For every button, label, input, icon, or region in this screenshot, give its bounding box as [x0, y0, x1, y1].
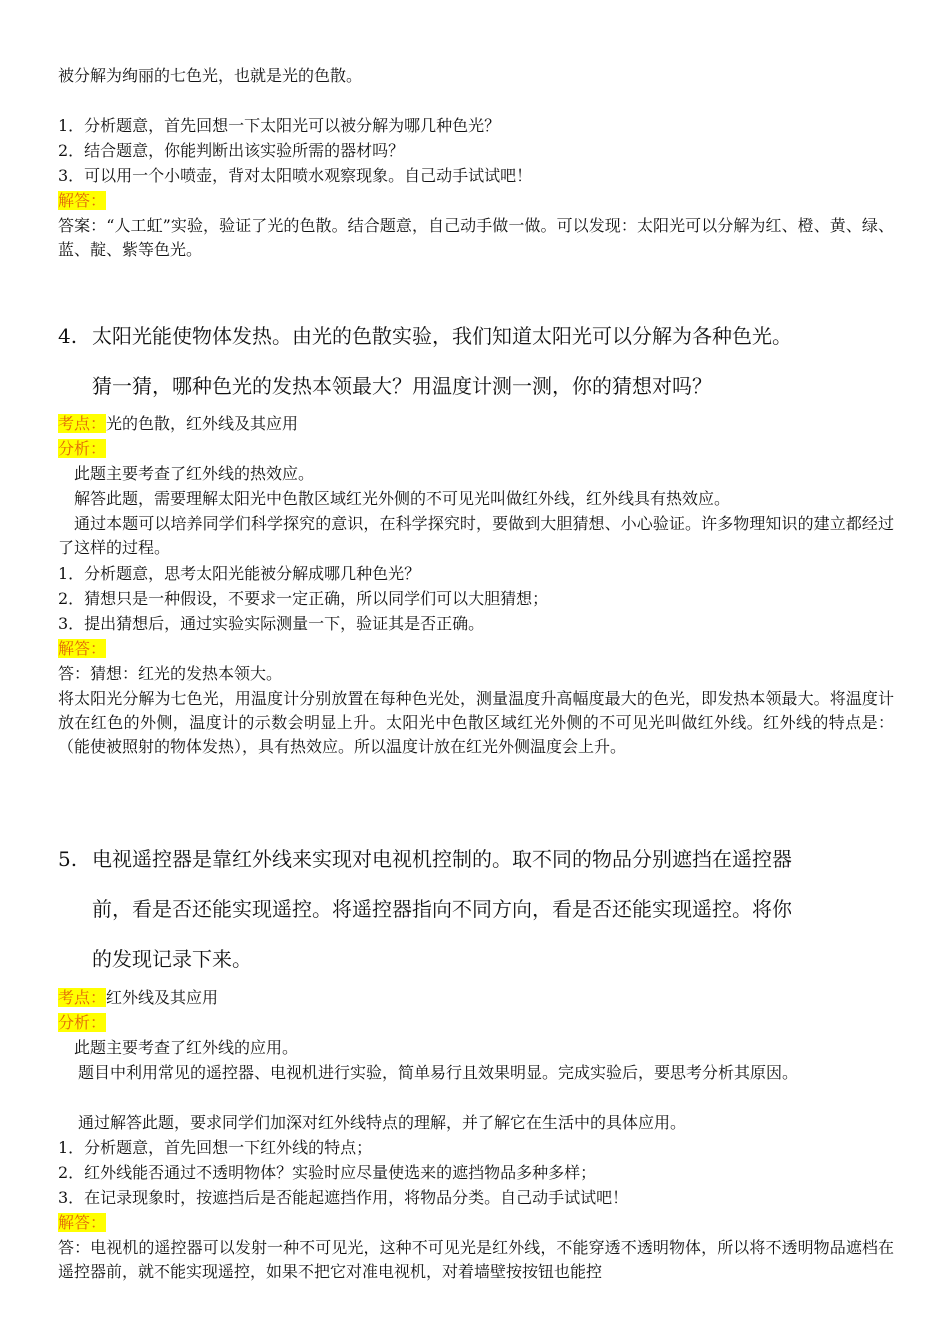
answer-text: 答：猜想：红光的发热本领大。 — [58, 664, 283, 683]
hint-item: 1．分析题意，思考太阳光能被分解成哪几种色光？ — [58, 564, 421, 583]
answer-block: 将太阳光分解为七色光，用温度计分别放置在每种色光处，测量温度升高幅度最大的色光，即发热本领最大。将温度计放在红色的外侧，温度计的示数会明显上升。太阳光中色散区域红光外侧的不可见光叫做红外线。红外线的特点是：（能使被照射的物体发热），具有热效应。所以温度计放在红光外侧温度会上升。 — [58, 689, 894, 756]
analysis-text: 此题主要考查了红外线的热效应。 — [74, 464, 315, 483]
question-text: 太阳光能使物体发热。由光的色散实验，我们知道太阳光可以分解为各种色光。 — [92, 324, 792, 348]
exam-point-text: 红外线及其应用 — [106, 988, 219, 1007]
answer-text: 答案：“人工虹”实验，验证了光的色散。结合题意，自己动手做一做。可以发现：太阳光可以分解为红、橙、黄、绿、蓝、靛、紫等色光。 — [58, 216, 894, 259]
answer-block: 答：电视机的遥控器可以发射一种不可见光，这种不可见光是红外线，不能穿透不透明物体，所以将不透明物品遮档在遥控器前，就不能实现遥控，如果不把它对准电视机，对着墙壁按按钮也能控 — [58, 1238, 894, 1281]
hint-item: 1．分析题意，首先回想一下太阳光可以被分解为哪几种色光？ — [58, 116, 501, 135]
analysis-text: 此题主要考查了红外线的应用。 — [74, 1038, 299, 1057]
hint-item: 3．在记录现象时，按遮挡后是否能起遮挡作用，将物品分类。自己动手试试吧！ — [58, 1188, 629, 1207]
exam-point — [58, 986, 218, 1010]
question-number: 4. — [58, 324, 78, 348]
analysis-label — [58, 437, 106, 461]
analysis-text: 通过解答此题，要求同学们加深对红外线特点的理解，并了解它在生活中的具体应用。 — [78, 1113, 687, 1132]
exam-point-label: 考点： — [58, 988, 107, 1007]
question-number: 5. — [58, 847, 78, 871]
question-5 — [58, 845, 792, 873]
analysis-block: 题目中利用常见的遥控器、电视机进行实验，简单易行且效果明显。完成实验后，要思考分析其原因。 — [78, 1063, 799, 1082]
question-text: 电视遥控器是靠红外线来实现对电视机控制的。取不同的物品分别遮挡在遥控器 — [92, 847, 792, 871]
hint-item: 3．可以用一个小喷壶，背对太阳喷水观察现象。自己动手试试吧！ — [58, 166, 533, 185]
exam-point — [58, 412, 298, 436]
hint-item: 2．猜想只是一种假设，不要求一定正确，所以同学们可以大胆猜想； — [58, 589, 549, 608]
exam-point-label: 考点： — [58, 414, 107, 433]
analysis-text: 解答此题，需要理解太阳光中色散区域红光外侧的不可见光叫做红外线，红外线具有热效应。 — [74, 489, 731, 508]
analysis-label-highlight: 分析： — [58, 439, 107, 458]
answer-label-highlight: 解答： — [58, 1213, 107, 1232]
intro-text: 被分解为绚丽的七色光，也就是光的色散。 — [58, 66, 363, 85]
hint-item: 3．提出猜想后，通过实验实际测量一下，验证其是否正确。 — [58, 614, 485, 633]
analysis-label — [58, 1011, 106, 1035]
question-4 — [58, 322, 792, 350]
question-5-cont: 的发现记录下来。 — [92, 947, 252, 971]
analysis-label-highlight: 分析： — [58, 1013, 107, 1032]
question-5-cont: 前，看是否还能实现遥控。将遥控器指向不同方向，看是否还能实现遥控。将你 — [92, 897, 792, 921]
hint-item: 2．结合题意，你能判断出该实验所需的器材吗？ — [58, 141, 405, 160]
hint-item: 2．红外线能否通过不透明物体？实验时应尽量使选来的遮挡物品多种多样； — [58, 1163, 597, 1182]
answer-label — [58, 1211, 106, 1235]
answer-label-highlight: 解答： — [58, 191, 107, 210]
answer-label — [58, 189, 106, 213]
hint-item: 1．分析题意，首先回想一下红外线的特点； — [58, 1138, 373, 1157]
answer-label — [58, 637, 106, 661]
question-4-cont: 猜一猜，哪种色光的发热本领最大？用温度计测一测，你的猜想对吗？ — [92, 374, 712, 398]
exam-point-text: 光的色散，红外线及其应用 — [106, 414, 299, 433]
analysis-block: 通过本题可以培养同学们科学探究的意识，在科学探究时，要做到大胆猜想、小心验证。许多物理知识的建立都经过了这样的过程。 — [58, 514, 894, 557]
answer-label-highlight: 解答： — [58, 639, 107, 658]
